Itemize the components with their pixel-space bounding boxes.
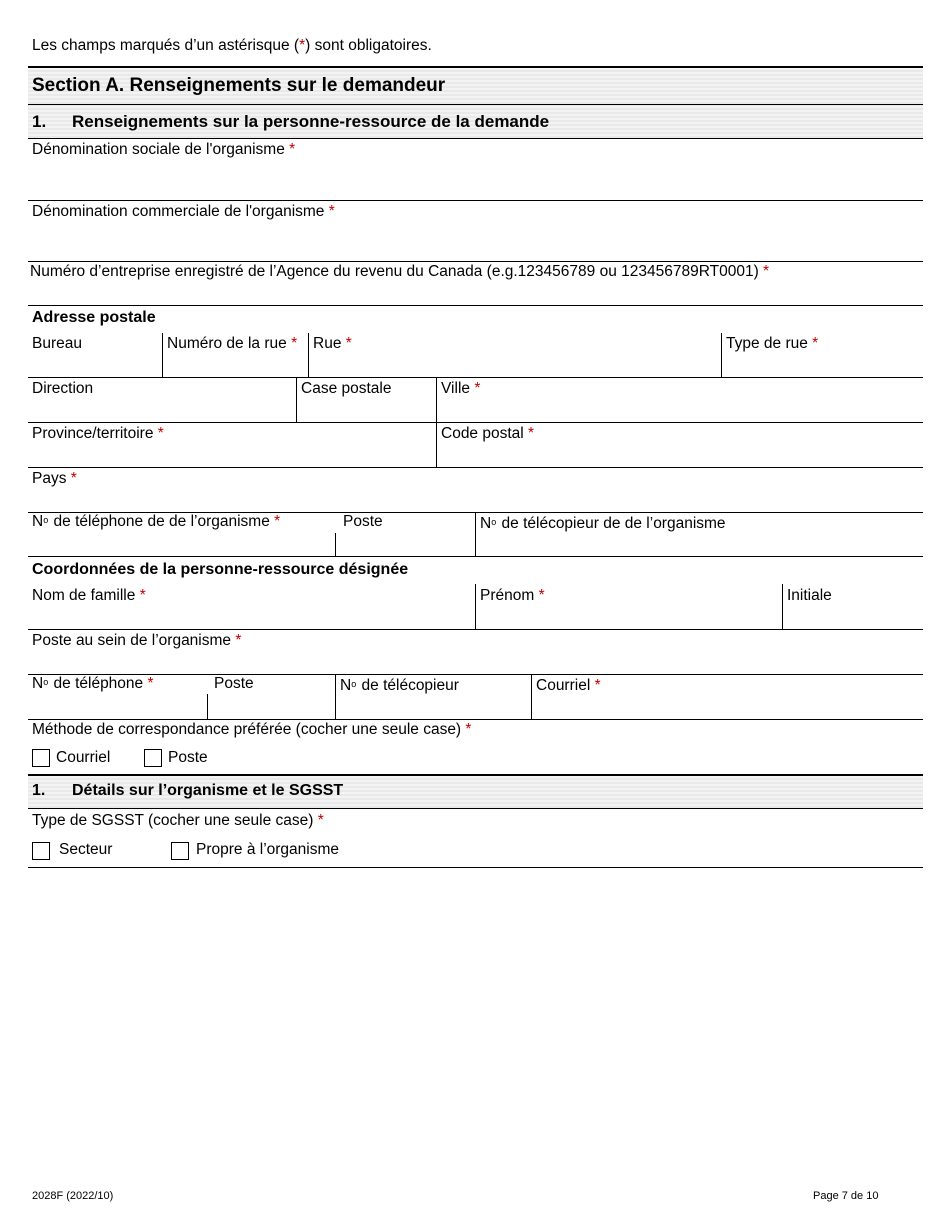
org-phone-label: $N^o$ de téléphone de de l’organisme * xyxy=(32,513,281,530)
correspondence-method-label: Méthode de correspondance préférée (cocher une seule case) * xyxy=(32,721,472,738)
street-number-label: Numéro de la rue * xyxy=(167,335,298,352)
suite-label: Bureau xyxy=(32,335,82,352)
phone-field[interactable] xyxy=(28,697,206,718)
email-checkbox[interactable] xyxy=(32,749,50,767)
section-a-title: Section A. Renseignements sur le demandeur xyxy=(32,75,446,96)
legal-name-label: Dénomination sociale de l'organisme * xyxy=(32,141,296,158)
fax-field[interactable] xyxy=(336,697,530,718)
city-label: Ville * xyxy=(441,380,481,397)
legal-name-field[interactable] xyxy=(28,160,923,200)
org-fax-field[interactable] xyxy=(476,536,922,555)
suite-field[interactable] xyxy=(28,355,161,377)
required-note: Les champs marqués d’un astérisque (*) sont obligatoires. xyxy=(32,37,432,54)
email-label: Courriel * xyxy=(536,677,601,694)
fax-label: $N^o$ de télécopieur xyxy=(340,677,459,694)
position-field[interactable] xyxy=(28,652,923,673)
po-box-field[interactable] xyxy=(297,400,435,421)
contact-heading: Coordonnées de la personne-ressource désignée xyxy=(32,561,409,578)
po-box-label: Case postale xyxy=(301,380,392,397)
street-type-field[interactable] xyxy=(722,355,922,377)
sector-option-label: Secteur xyxy=(59,841,113,858)
org-extension-field[interactable] xyxy=(336,534,474,555)
subsection-2-number: 1. xyxy=(32,782,46,799)
org-phone-field[interactable] xyxy=(28,534,334,555)
country-label: Pays * xyxy=(32,470,77,487)
first-name-field[interactable] xyxy=(476,607,781,628)
mailing-address-heading: Adresse postale xyxy=(32,309,156,326)
email-field[interactable] xyxy=(532,697,922,718)
postal-code-label: Code postal * xyxy=(441,425,535,442)
operating-name-field[interactable] xyxy=(28,222,923,261)
street-label: Rue * xyxy=(313,335,352,352)
street-type-label: Type de rue * xyxy=(726,335,819,352)
mail-checkbox[interactable] xyxy=(144,749,162,767)
subsection-1-number: 1. xyxy=(32,112,47,131)
last-name-field[interactable] xyxy=(28,607,474,628)
business-number-field[interactable] xyxy=(28,283,923,305)
direction-label: Direction xyxy=(32,380,94,397)
city-field[interactable] xyxy=(437,400,922,421)
page-number: Page 7 de 10 xyxy=(813,1190,879,1202)
province-field[interactable] xyxy=(28,445,435,466)
first-name-label: Prénom * xyxy=(480,587,545,604)
org-specific-option-label: Propre à l’organisme xyxy=(196,841,340,858)
country-field[interactable] xyxy=(28,490,923,511)
sgsst-type-label: Type de SGSST (cocher une seule case) * xyxy=(32,812,324,829)
extension-label: Poste xyxy=(214,675,254,692)
street-number-field[interactable] xyxy=(163,355,307,377)
phone-label: $N^o$ de téléphone * xyxy=(32,675,154,692)
position-label: Poste au sein de l’organisme * xyxy=(32,632,242,649)
org-fax-label: $N^o$ de télécopieur de de l’organisme xyxy=(480,515,726,532)
form-id: 2028F (2022/10) xyxy=(32,1190,114,1202)
subsection-2-title: Détails sur l’organisme et le SGSST xyxy=(72,782,344,799)
postal-code-field[interactable] xyxy=(437,445,922,466)
initial-field[interactable] xyxy=(783,607,922,628)
operating-name-label: Dénomination commerciale de l'organisme * xyxy=(32,203,335,220)
last-name-label: Nom de famille * xyxy=(32,587,146,604)
org-extension-label: Poste xyxy=(343,513,383,530)
mail-option-label: Poste xyxy=(168,749,208,766)
business-number-label: Numéro d’entreprise enregistré de l’Agence du revenu du Canada (e.g.123456789 ou 123456789RT0001) * xyxy=(30,263,770,280)
email-option-label: Courriel xyxy=(56,749,111,766)
initial-label: Initiale xyxy=(787,587,832,604)
subsection-1-title: Renseignements sur la personne-ressource de la demande xyxy=(72,112,550,131)
street-field[interactable] xyxy=(309,355,720,377)
direction-field[interactable] xyxy=(28,400,295,421)
org-specific-checkbox[interactable] xyxy=(171,842,189,860)
sector-checkbox[interactable] xyxy=(32,842,50,860)
province-label: Province/territoire * xyxy=(32,425,164,442)
extension-field[interactable] xyxy=(208,697,334,718)
